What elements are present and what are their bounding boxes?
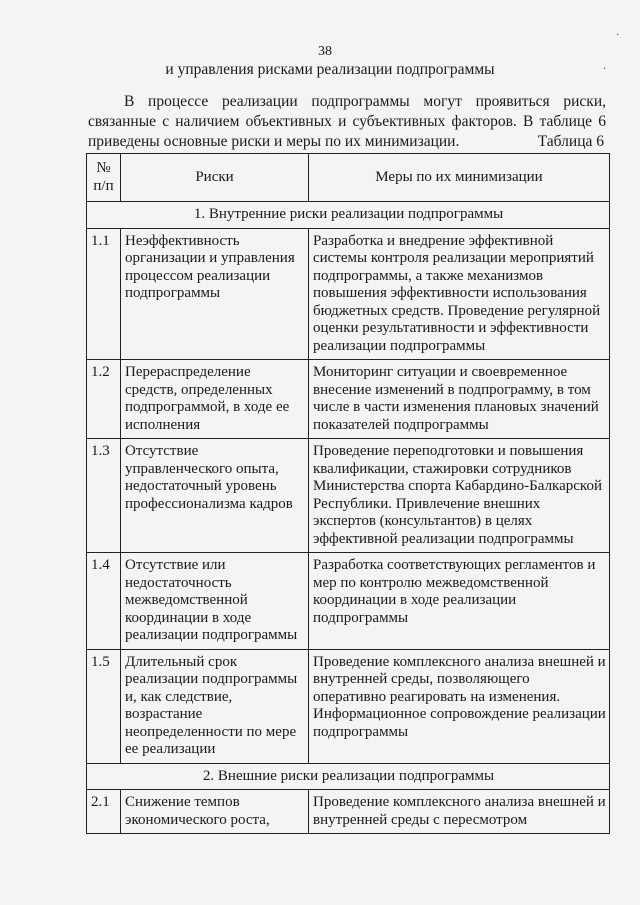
page-number: 38 — [318, 44, 332, 59]
risk-cell: Длительный срок реализации подпрограммы и, как следствие, возрастание неопределенности по мере ее реализации — [121, 649, 309, 763]
row-number: 1.5 — [87, 649, 121, 763]
table-row — [87, 790, 610, 834]
header-risks: Риски — [121, 154, 309, 202]
table-row — [87, 360, 610, 439]
table-header-row — [87, 154, 610, 202]
measure-cell: Проведение переподготовки и повышения квалификации, стажировки сотрудников Министерства спорта Кабардино-Балкарской Республики. Привлечение внешних экспертов (консультантов) в целях эффективной реализации подпрограммы — [309, 439, 610, 553]
row-number: 1.3 — [87, 439, 121, 553]
measure-cell: Разработка соответствующих регламентов и мер по контролю межведомственной координации в ходе реализации подпрограммы — [309, 553, 610, 650]
section-title: 1. Внутренние риски реализации подпрограммы — [87, 202, 610, 229]
risk-cell: Отсутствие или недостаточность межведомственной координации в ходе реализации подпрограммы — [121, 553, 309, 650]
section-heading: и управления рисками реализации подпрограммы — [165, 61, 495, 78]
measure-cell: Проведение комплексного анализа внешней и внутренней среды с пересмотром — [309, 790, 610, 834]
table-label: Таблица 6 — [537, 133, 604, 150]
measure-cell: Мониторинг ситуации и своевременное внесение изменений в подпрограмму, в том числе в части изменения плановых значений показателей подпрограммы — [309, 360, 610, 439]
measure-cell: Проведение комплексного анализа внешней и внутренней среды, позволяющего оперативно реагировать на изменения. Информационное сопровождение реализации подпрограммы — [309, 649, 610, 763]
measure-cell: Разработка и внедрение эффективной системы контроля реализации мероприятий подпрограммы, а также механизмов повышения эффективности использования бюджетных средств. Проведение регулярной оценки результативности и эффективности реализации подпрограммы — [309, 228, 610, 360]
table-row — [87, 228, 610, 360]
risk-cell: Отсутствие управленческого опыта, недостаточный уровень профессионализма кадров — [121, 439, 309, 553]
section-row-external — [87, 763, 610, 790]
section-title: 2. Внешние риски реализации подпрограммы — [87, 763, 610, 790]
table-row — [87, 649, 610, 763]
risk-cell: Перераспределение средств, определенных подпрограммой, в ходе ее исполнения — [121, 360, 309, 439]
intro-paragraph — [88, 92, 606, 152]
scan-speck: · — [616, 30, 620, 41]
risks-table — [86, 153, 610, 834]
row-number: 1.2 — [87, 360, 121, 439]
table-row — [87, 553, 610, 650]
header-num: № п/п — [87, 154, 121, 202]
risk-cell: Неэффективность организации и управления процессом реализации подпрограммы — [121, 228, 309, 360]
row-number: 1.1 — [87, 228, 121, 360]
intro-text: В процессе реализации подпрограммы могут проявиться риски, связанные с наличием объективных и субъективных факторов. В таблице 6 приведены основные риски и меры по их минимизации. — [88, 93, 606, 150]
section-row-internal — [87, 202, 610, 229]
row-number: 2.1 — [87, 790, 121, 834]
row-number: 1.4 — [87, 553, 121, 650]
table-row — [87, 439, 610, 553]
risk-cell: Снижение темпов экономического роста, — [121, 790, 309, 834]
header-measures: Меры по их минимизации — [309, 154, 610, 202]
scan-speck: · — [603, 64, 607, 75]
